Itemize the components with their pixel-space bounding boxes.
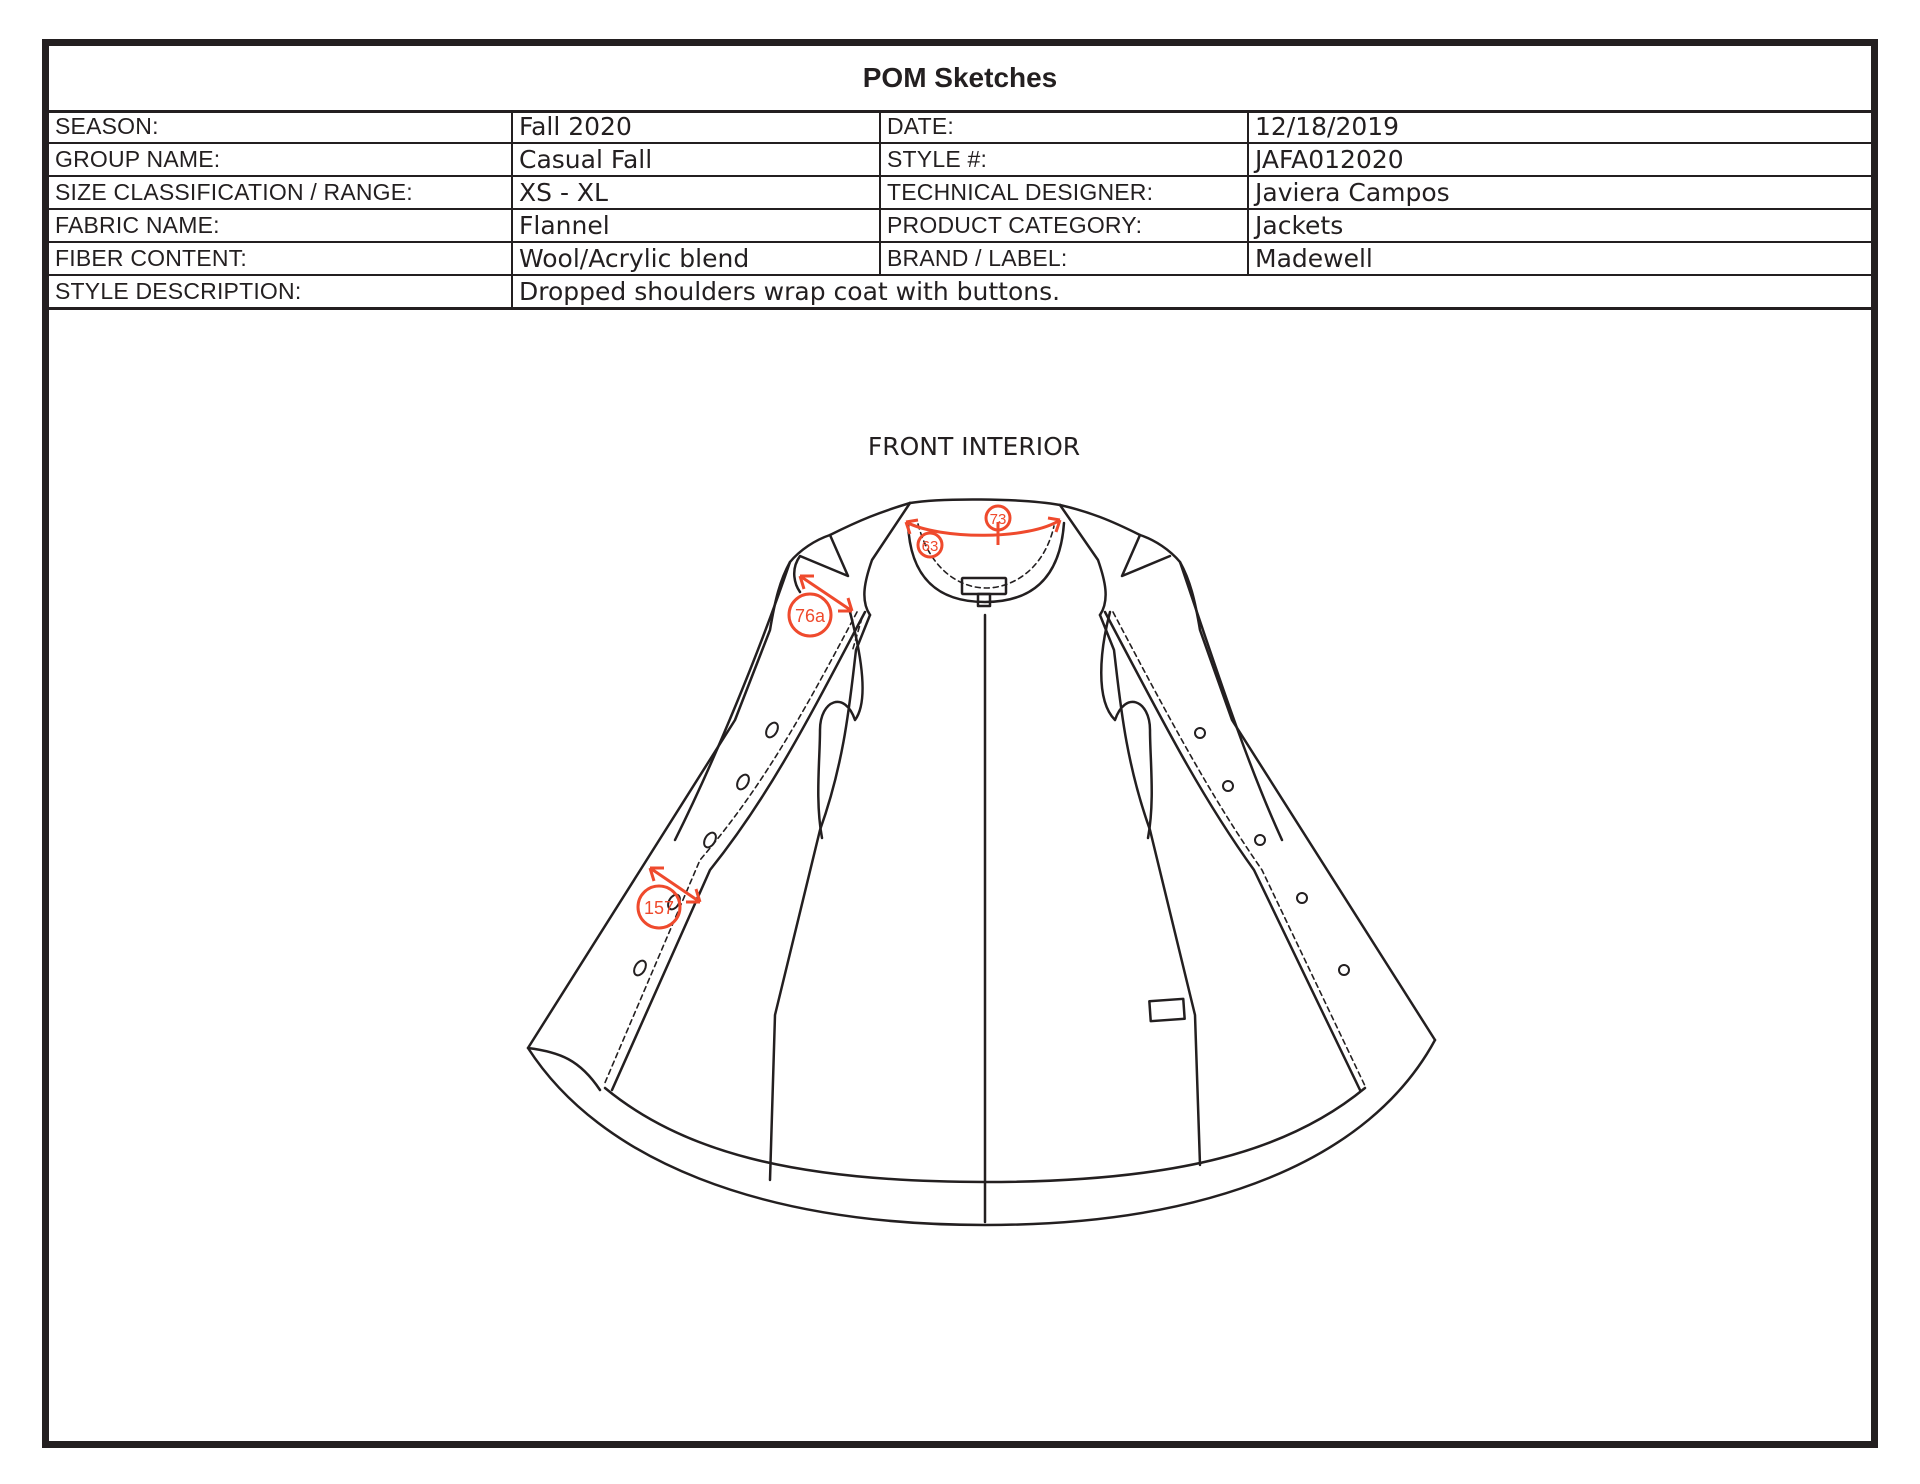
size-label-tag xyxy=(978,594,990,606)
style-number-value: JAFA012020 xyxy=(1248,143,1871,176)
fabric-name-value: Flannel xyxy=(512,209,880,242)
right-shoulder-sleeve xyxy=(1140,535,1435,1040)
left-placket-edge xyxy=(612,612,865,1090)
pom-label-73: 73 xyxy=(989,511,1007,528)
sheet-title: POM Sketches xyxy=(49,46,1871,113)
right-armhole xyxy=(1101,612,1151,838)
fiber-content-value: Wool/Acrylic blend xyxy=(512,242,880,275)
season-label: SEASON: xyxy=(49,110,512,143)
buttonhole xyxy=(735,773,752,792)
button xyxy=(1255,835,1265,845)
technical-designer-label: TECHNICAL DESIGNER: xyxy=(880,176,1248,209)
view-label: FRONT INTERIOR xyxy=(867,432,1081,461)
size-range-value: XS - XL xyxy=(512,176,880,209)
pom-label-76a: 76a xyxy=(794,606,826,626)
date-label: DATE: xyxy=(880,110,1248,143)
size-range-label: SIZE CLASSIFICATION / RANGE: xyxy=(49,176,512,209)
right-placket-edge xyxy=(1105,612,1360,1090)
hem-outer xyxy=(528,1040,1435,1225)
product-category-value: Jackets xyxy=(1248,209,1871,242)
pom-measurements xyxy=(638,506,1060,928)
left-lapel xyxy=(794,503,910,592)
pom-labels xyxy=(644,511,1006,918)
brand-label: BRAND / LABEL: xyxy=(880,242,1248,275)
buttonhole xyxy=(632,959,649,978)
right-collar-edge xyxy=(1060,505,1106,615)
style-number-label: STYLE #: xyxy=(880,143,1248,176)
left-armhole-seam xyxy=(675,562,790,840)
buttons xyxy=(1195,728,1349,975)
left-placket-stitch xyxy=(604,612,857,1085)
pom-label-157: 157 xyxy=(643,898,675,918)
style-description-value: Dropped shoulders wrap coat with buttons. xyxy=(512,275,1871,308)
button xyxy=(1297,893,1307,903)
right-armhole-seam xyxy=(1180,562,1282,840)
left-armhole xyxy=(818,612,862,838)
button xyxy=(1195,728,1205,738)
pom-label-63: 63 xyxy=(921,538,939,555)
brand-value: Madewell xyxy=(1248,242,1871,275)
fiber-content-label: FIBER CONTENT: xyxy=(49,242,512,275)
buttonhole xyxy=(702,831,719,850)
season-value: Fall 2020 xyxy=(512,110,880,143)
product-category-label: PRODUCT CATEGORY: xyxy=(880,209,1248,242)
back-neck-edge xyxy=(910,499,1060,505)
inside-pocket xyxy=(1149,999,1184,1021)
left-front-inner-edge xyxy=(770,615,870,1180)
button xyxy=(1339,965,1349,975)
technical-designer-value: Javiera Campos xyxy=(1248,176,1871,209)
left-shoulder-sleeve xyxy=(528,535,830,1090)
group-name-value: Casual Fall xyxy=(512,143,880,176)
style-description-label: STYLE DESCRIPTION: xyxy=(49,275,512,308)
left-collar-edge xyxy=(864,503,910,615)
coat-outline xyxy=(528,499,1435,1225)
buttonhole xyxy=(764,721,781,740)
button xyxy=(1223,781,1233,791)
group-name-label: GROUP NAME: xyxy=(49,143,512,176)
fabric-name-label: FABRIC NAME: xyxy=(49,209,512,242)
date-value: 12/18/2019 xyxy=(1248,110,1871,143)
